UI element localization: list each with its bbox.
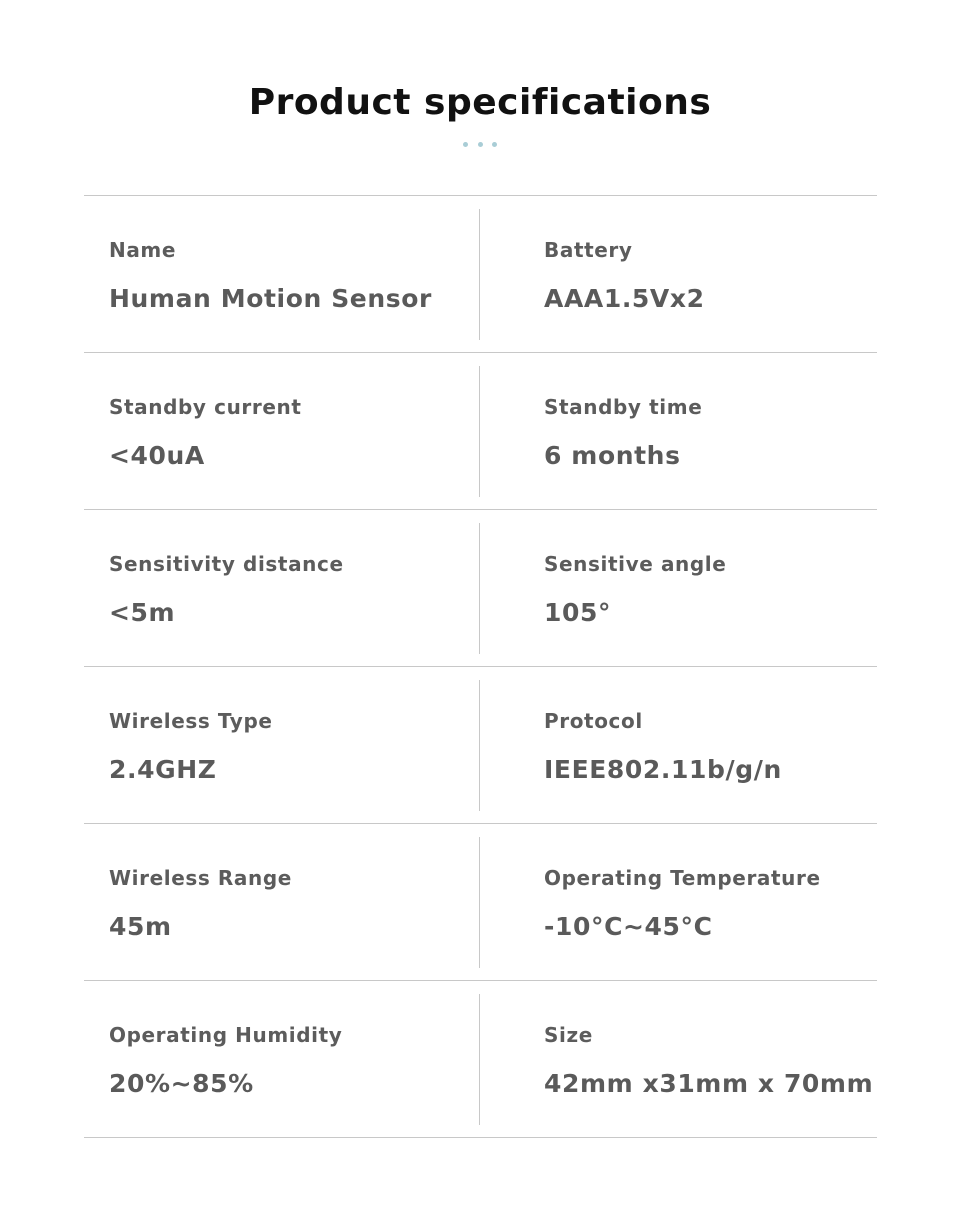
spec-label: Size: [544, 1023, 593, 1047]
spec-value: 20%~85%: [109, 1069, 254, 1098]
spec-cell-wireless-type: [109, 667, 469, 823]
spec-label: Protocol: [544, 709, 643, 733]
column-divider: [479, 680, 480, 811]
spec-row: [84, 981, 877, 1138]
spec-value: AAA1.5Vx2: [544, 284, 705, 313]
divider-dot: [478, 142, 483, 147]
spec-cell-battery: [544, 196, 874, 352]
spec-value: Human Motion Sensor: [109, 284, 432, 313]
column-divider: [479, 837, 480, 968]
spec-label: Name: [109, 238, 177, 262]
spec-cell-protocol: [544, 667, 874, 823]
spec-label: Standby time: [544, 395, 703, 419]
spec-value: -10°C~45°C: [544, 912, 713, 941]
spec-cell-operating-temperature: [544, 824, 874, 980]
spec-cell-standby-time: [544, 353, 874, 509]
spec-label: Operating Temperature: [544, 866, 821, 890]
column-divider: [479, 209, 480, 340]
spec-row: [84, 667, 877, 824]
spec-cell-sensitivity-distance: [109, 510, 469, 666]
spec-value: 45m: [109, 912, 172, 941]
spec-value: 6 months: [544, 441, 681, 470]
spec-label: Wireless Range: [109, 866, 292, 890]
title-divider-dots: [463, 142, 497, 148]
spec-label: Sensitivity distance: [109, 552, 344, 576]
spec-table: [84, 195, 877, 1138]
spec-row: [84, 196, 877, 353]
spec-value: <40uA: [109, 441, 205, 470]
spec-cell-standby-current: [109, 353, 469, 509]
spec-value: 42mm x31mm x 70mm: [544, 1069, 874, 1098]
spec-row: [84, 510, 877, 667]
column-divider: [479, 523, 480, 654]
divider-dot: [492, 142, 497, 147]
column-divider: [479, 994, 480, 1125]
spec-row: [84, 824, 877, 981]
spec-cell-name: [109, 196, 469, 352]
spec-cell-wireless-range: [109, 824, 469, 980]
spec-value: <5m: [109, 598, 176, 627]
spec-value: 105°: [544, 598, 612, 627]
spec-label: Wireless Type: [109, 709, 273, 733]
divider-dot: [463, 142, 468, 147]
spec-value: 2.4GHZ: [109, 755, 217, 784]
spec-label: Battery: [544, 238, 633, 262]
spec-cell-size: [544, 981, 874, 1137]
column-divider: [479, 366, 480, 497]
spec-row: [84, 353, 877, 510]
spec-label: Operating Humidity: [109, 1023, 343, 1047]
spec-value: IEEE802.11b/g/n: [544, 755, 782, 784]
spec-cell-sensitive-angle: [544, 510, 874, 666]
spec-cell-operating-humidity: [109, 981, 469, 1137]
spec-label: Standby current: [109, 395, 302, 419]
spec-label: Sensitive angle: [544, 552, 727, 576]
page-title: Product specifications: [248, 82, 712, 123]
